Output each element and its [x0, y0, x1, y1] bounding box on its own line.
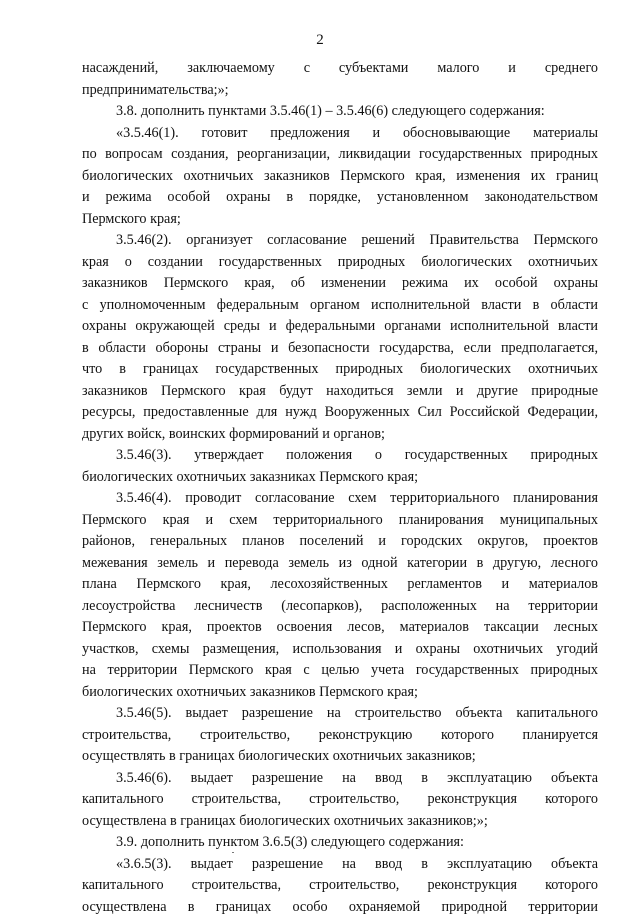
paragraph-start-line: 3.8. дополнить пунктами 3.5.46(1) – 3.5.46(6) следующего содержания:: [82, 101, 598, 123]
text-line: предпринимательства;»;: [82, 80, 598, 102]
text-line: Пермского края;: [82, 209, 598, 231]
paragraph-start-line: 3.5.46(2). организует согласование решений Правительства Пермского: [82, 230, 598, 252]
text-line: заказников Пермского края будут находиться земли и другие природные: [82, 381, 598, 403]
text-line: в области обороны страны и безопасности государства, если предполагается,: [82, 338, 598, 360]
text-line: капитального строительства, строительство, реконструкция которого: [82, 875, 598, 897]
text-line: осуществлять в границах биологических охотничьих заказников;: [82, 746, 598, 768]
paragraph-start-line: 3.5.46(6). выдает разрешение на ввод в эксплуатацию объекта: [82, 768, 598, 790]
paragraph-start-line: 3.5.46(4). проводит согласование схем территориального планирования: [82, 488, 598, 510]
document-body: [82, 58, 598, 918]
text-line: участков, схемы размещения, использования и охраны охотничьих угодий: [82, 639, 598, 661]
text-line: осуществлена в границах биологических охотничьих заказников;»;: [82, 811, 598, 833]
text-line: края о создании государственных природных биологических охотничьих: [82, 252, 598, 274]
text-line: плана Пермского края, лесохозяйственных регламентов и материалов: [82, 574, 598, 596]
text-line: и режима особой охраны в порядке, установленном законодательством: [82, 187, 598, 209]
paragraph-start-line: «3.6.5(3). выдает разрешение на ввод в эксплуатацию объекта: [82, 854, 598, 876]
text-line: капитального строительства, строительство, реконструкция которого: [82, 789, 598, 811]
text-line: биологических охотничьих заказников Пермского края;: [82, 682, 598, 704]
text-line: заказников Пермского края, об изменении режима их особой охраны: [82, 273, 598, 295]
text-line: биологических охотничьих заказниках Пермского края;: [82, 467, 598, 489]
text-line: межевания земель и перевода земель из одной категории в другую, лесного: [82, 553, 598, 575]
text-line: охраны окружающей среды и федеральными органами исполнительной власти: [82, 316, 598, 338]
text-line: на территории Пермского края с целью учета государственных природных: [82, 660, 598, 682]
paragraph-start-line: 3.5.46(3). утверждает положения о государственных природных: [82, 445, 598, 467]
text-line: строительства, строительство, реконструкцию которого планируется: [82, 725, 598, 747]
paragraph-start-line: 3.9. дополнить пунктом 3.6.5(3) следующего содержания:: [82, 832, 598, 854]
text-line: биологических охотничьих заказников Пермского края, изменения их границ: [82, 166, 598, 188]
text-line: с уполномоченным федеральным органом исполнительной власти в области: [82, 295, 598, 317]
text-line: ресурсы, предоставленные для нужд Вооруженных Сил Российской Федерации,: [82, 402, 598, 424]
text-line: лесоустройства лесничеств (лесопарков), расположенных на территории: [82, 596, 598, 618]
paragraph-start-line: 3.5.46(5). выдает разрешение на строительство объекта капитального: [82, 703, 598, 725]
text-line: что в границах государственных природных биологических охотничьих: [82, 359, 598, 381]
text-line: Пермского края, проектов освоения лесов, материалов таксации лесных: [82, 617, 598, 639]
scan-speck: [232, 852, 234, 853]
paragraph-start-line: «3.5.46(1). готовит предложения и обосновывающие материалы: [82, 123, 598, 145]
text-line: по вопросам создания, реорганизации, ликвидации государственных природных: [82, 144, 598, 166]
text-line: районов, генеральных планов поселений и городских округов, проектов: [82, 531, 598, 553]
text-line: осуществлена в границах особо охраняемой природной территории: [82, 897, 598, 918]
text-line: других войск, воинских формирований и органов;: [82, 424, 598, 446]
text-line: насаждений, заключаемому с субъектами малого и среднего: [82, 58, 598, 80]
page-number: 2: [0, 32, 640, 49]
text-line: Пермского края и схем территориального планирования муниципальных: [82, 510, 598, 532]
